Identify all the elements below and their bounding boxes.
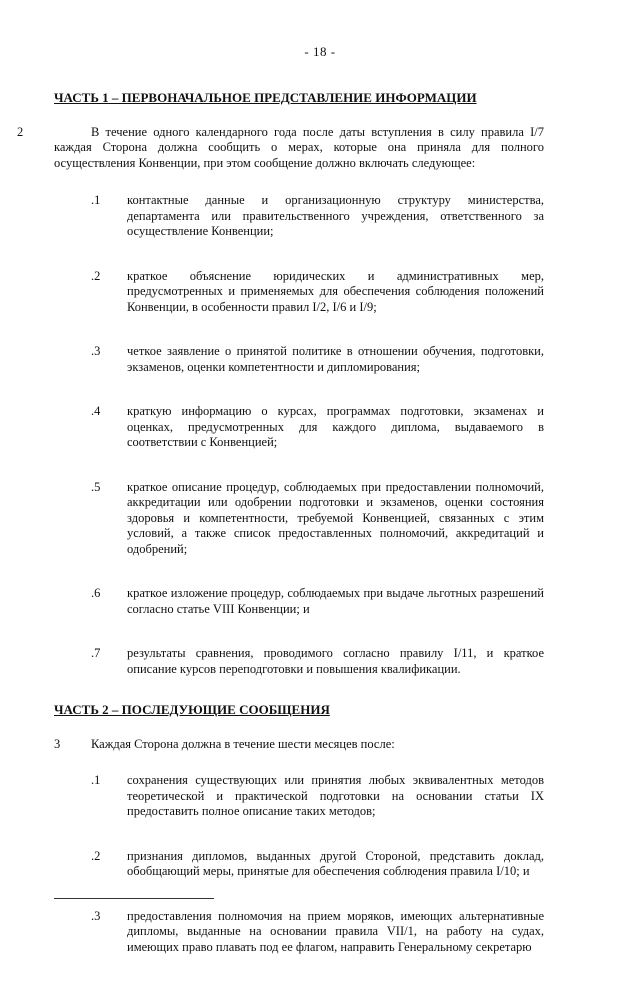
- list-item-number: .2: [91, 268, 101, 283]
- list-item-text: признания дипломов, выданных другой Стороной, представить доклад, обобщающий меры, принятые для обеспечения соблюдения правила I/10; и: [127, 848, 544, 878]
- list-item-number: .6: [91, 586, 101, 600]
- list-item: [54, 404, 544, 451]
- part1-heading: ЧАСТЬ 1 – ПЕРВОНАЧАЛЬНОЕ ПРЕДСТАВЛЕНИЕ ИНФОРМАЦИИ: [54, 90, 477, 105]
- list-item-number: .1: [91, 193, 101, 207]
- list-item: [54, 646, 544, 677]
- list-item-number: .4: [91, 404, 101, 418]
- list-item-text: краткое изложение процедур, соблюдаемых при выдаче льготных разрешений согласно статье VIII Конвенции; и: [127, 586, 544, 616]
- list-item-number: .3: [91, 344, 101, 358]
- list-item: [54, 773, 544, 820]
- list-item-text: контактные данные и организационную структуру министерства, департамента или правительственного учреждения, ответственного за осуществление Конвенции;: [127, 193, 544, 238]
- list-item-number: .5: [91, 479, 101, 494]
- list-item: [54, 849, 544, 880]
- paragraph-number: 2: [17, 124, 24, 139]
- list-item-number: .7: [91, 646, 101, 660]
- paragraph-3: [54, 737, 544, 753]
- list-item-text: краткую информацию о курсах, программах подготовки, экзаменах и оценках, предусмотренных для каждого диплома, выдаваемого в соответствии с Конвенцией;: [127, 404, 544, 449]
- list-item: [54, 480, 544, 558]
- list-item: [54, 193, 544, 240]
- list-item: [54, 269, 544, 316]
- part2-heading: ЧАСТЬ 2 – ПОСЛЕДУЮЩИЕ СООБЩЕНИЯ: [54, 702, 330, 717]
- list-item: [54, 586, 544, 617]
- list-item-text: четкое заявление о принятой политике в отношении обучения, подготовки, экзаменов, оценки компетентности и дипломирования;: [127, 344, 544, 374]
- list-item: [54, 344, 544, 375]
- list-item-text: сохранения существующих или принятия любых эквивалентных методов теоретической и практической подготовки на основании статьи IX предоставить полное описание таких методов;: [127, 773, 544, 818]
- paragraph-number: 3: [54, 736, 61, 751]
- list-item-text: предоставления полномочия на прием моряков, имеющих альтернативные дипломы, выданные на основании правила VII/1, на работу на судах, имеющих право плавать под ее флагом, направить Генеральному секретарю: [127, 908, 544, 954]
- list-item-number: .3: [91, 908, 101, 923]
- document-body: [17, 90, 544, 984]
- list-item: [54, 909, 544, 956]
- page-number: - 18 -: [304, 44, 336, 59]
- footnote-divider: [54, 898, 214, 899]
- paragraph-text: Каждая Сторона должна в течение шести месяцев после:: [91, 736, 395, 751]
- list-item-text: результаты сравнения, проводимого согласно правилу I/11, и краткое описание курсов переподготовки и повышения квалификации.: [127, 646, 544, 676]
- list-item-number: .1: [91, 773, 101, 787]
- list-item-text: краткое описание процедур, соблюдаемых при предоставлении полномочий, аккредитации или одобрении подготовки и экзаменов, оценки состояния здоровья и компетентности, требуемой Конвенцией, связанных с этим условий, а также список предоставленных полномочий, аккредитаций и одобрений;: [127, 479, 544, 556]
- paragraph-2: [17, 124, 544, 172]
- list-item-number: .2: [91, 848, 101, 863]
- paragraph-text: В течение одного календарного года после даты вступления в силу правила I/7 каждая Сторона должна сообщить о мерах, которые она приняла для полного осуществления Конвенции, при этом сообщение должно включать следующее:: [54, 124, 544, 170]
- list-item-text: краткое объяснение юридических и административных мер, предусмотренных и применяемых для обеспечения соблюдения положений Конвенции, в особенности правил I/2, I/6 и I/9;: [127, 268, 544, 314]
